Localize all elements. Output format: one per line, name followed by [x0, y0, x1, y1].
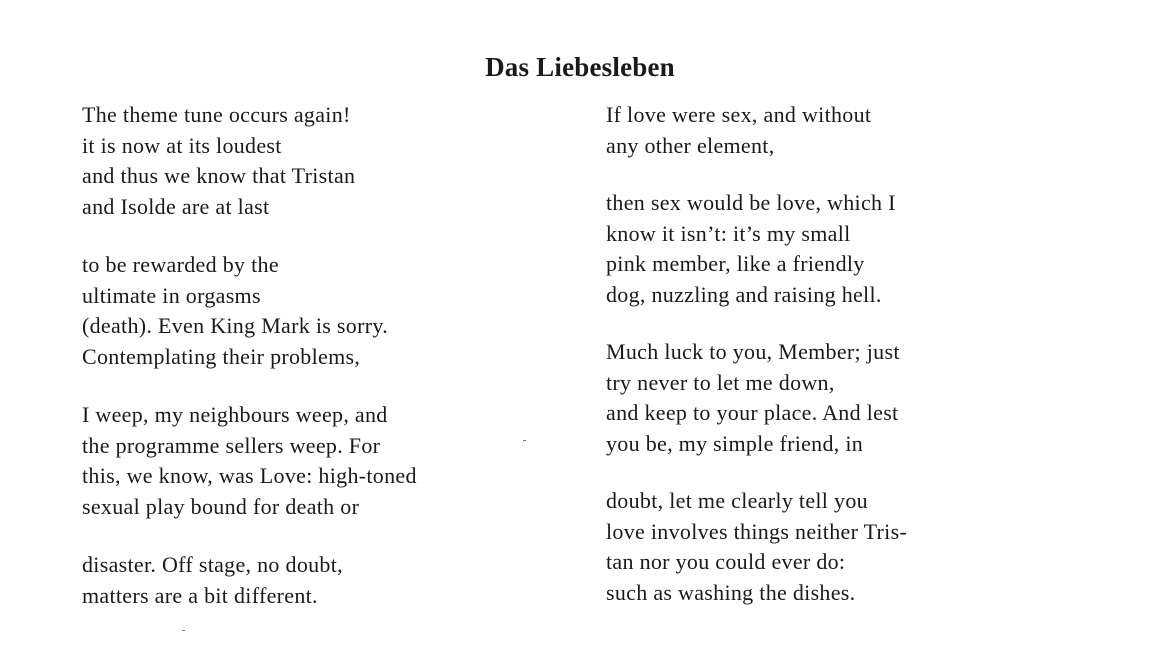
poem-line: and Isolde are at last [82, 193, 270, 219]
poem-line: Much luck to you, Member; just [606, 339, 900, 364]
poem-left-column [82, 100, 417, 639]
stanza [606, 100, 907, 161]
stanza [606, 486, 907, 608]
poem-line: to be rewarded by the [82, 252, 279, 277]
poem-line: I weep, my neighbours weep, and [82, 402, 388, 427]
poem-line: pink member, like a friendly [606, 251, 865, 276]
poem-line: doubt, let me clearly tell you [606, 488, 868, 513]
poem-line: it is now at its loudest [82, 132, 282, 158]
poem-line: you be, my simple friend, in [606, 430, 864, 456]
stanza [82, 100, 417, 222]
stanza [82, 400, 417, 522]
poem-line: know it isn’t: it’s my small [606, 220, 851, 246]
poem-line: sexual play bound for death or [82, 493, 360, 519]
poem-right-column [606, 100, 907, 636]
stanza [82, 250, 417, 372]
page-speck [523, 440, 526, 441]
poem-line: Contemplating their problems, [82, 343, 361, 369]
poem-line: and thus we know that Tristan [82, 163, 356, 188]
poem-line: (death). Even King Mark is sorry. [82, 313, 389, 338]
stanza [606, 337, 907, 459]
poem-line: any other element, [606, 132, 775, 158]
poem-line: such as washing the dishes. [606, 579, 856, 605]
stanza [82, 550, 417, 611]
poem-line: dog, nuzzling and raising hell. [606, 281, 882, 307]
poem-line: try never to let me down, [606, 369, 835, 395]
poem-line: ultimate in orgasms [82, 282, 261, 308]
poem-line: the programme sellers weep. For [82, 432, 381, 458]
poem-line: If love were sex, and without [606, 102, 872, 127]
poem-line: tan nor you could ever do: [606, 549, 846, 574]
page-speck [182, 630, 185, 631]
poem-line: love involves things neither Tris- [606, 518, 908, 544]
poem-title: Das Liebesleben [485, 52, 675, 82]
poem-line: then sex would be love, which I [606, 190, 896, 215]
poem-line: The theme tune occurs again! [82, 102, 351, 127]
poem-line: matters are a bit different. [82, 582, 318, 608]
poem-line: disaster. Off stage, no doubt, [82, 552, 343, 577]
poem-line: and keep to your place. And lest [606, 400, 899, 425]
poem-line: this, we know, was Love: high-toned [82, 463, 417, 488]
stanza [606, 188, 907, 310]
